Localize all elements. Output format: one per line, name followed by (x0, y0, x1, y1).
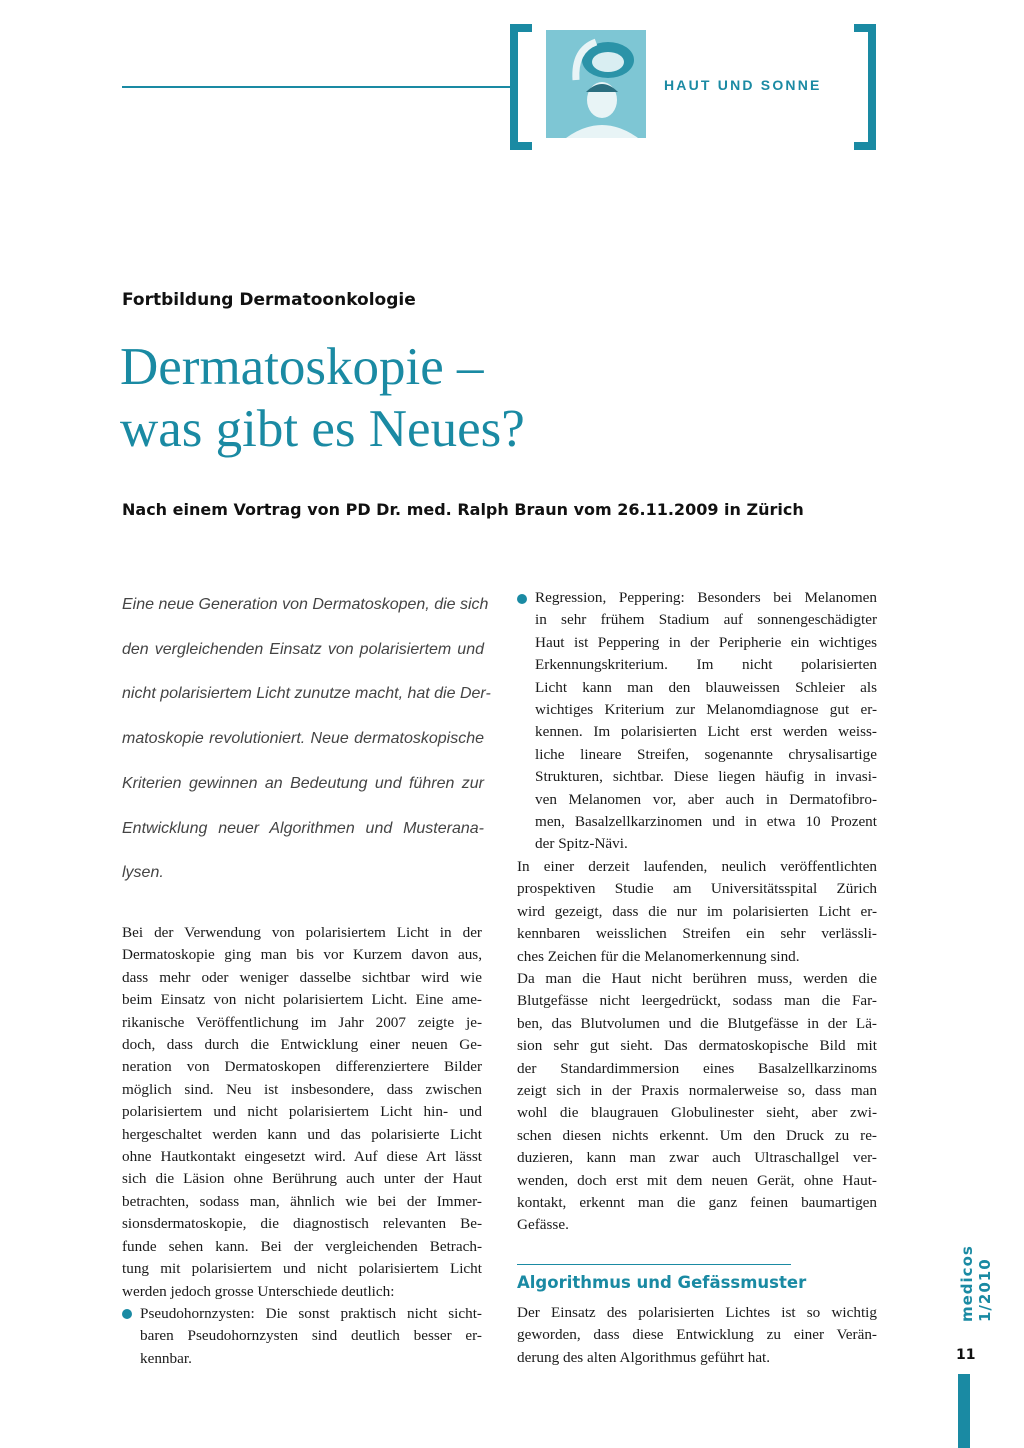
bullet-line: der Spitz-Nävi. (535, 835, 628, 853)
body-line: beim Einsatz von nicht polarisiertem Licht. Eine ame- (122, 991, 482, 1009)
bullet-line: in sehr frühem Stadium auf sonnengeschädigter (535, 611, 877, 629)
bullet-dot-icon (122, 1309, 132, 1319)
body-line: doch, dass durch die Entwicklung einer neuen Ge- (122, 1036, 482, 1054)
right-bracket (854, 24, 876, 150)
body-line: betrachten, sodass man, ähnlich wie bei der Immer- (122, 1192, 482, 1210)
bullet-line: kennbar. (140, 1349, 192, 1367)
bullet-dot-icon (517, 594, 527, 604)
body-line: sionsdermatoskopie, die diagnostisch relevanten Be- (122, 1215, 482, 1233)
lead-line: Kriterien gewinnen an Bedeutung und führen zur (122, 774, 484, 792)
margin-color-bar (958, 1374, 970, 1448)
article-byline: Nach einem Vortrag von PD Dr. med. Ralph Braun vom 26.11.2009 in Zürich (122, 500, 804, 519)
title-line: Dermatoskopie – (120, 338, 484, 396)
body-line: wird gezeigt, dass die nur im polarisierten Licht er- (517, 902, 877, 920)
bullet-line: ven Melanomen vor, aber auch in Dermatofibro- (535, 790, 877, 808)
bullet-line: Pseudohornzysten: Die sonst praktisch nicht sicht- (140, 1304, 482, 1322)
body-line: hergeschaltet werden kann und das polarisierte Licht (122, 1125, 482, 1143)
body-line: derung des alten Algorithmus geführt hat. (517, 1348, 771, 1366)
journal-issue-label: medicos 1/2010 (958, 1245, 994, 1322)
section-tag: HAUT UND SONNE (664, 77, 822, 93)
body-line: werden jedoch grosse Unterschiede deutlich: (122, 1282, 395, 1300)
bullet-line: wichtiges Kriterium zur Melanomdiagnose gut er- (535, 701, 877, 719)
bullet-line: liche lineare Streifen, sogenannte chrysalisartige (535, 745, 877, 763)
bullet-line: baren Pseudohornzysten sind deutlich besser er- (140, 1327, 482, 1345)
body-line: tung mit polarisiertem und nicht polarisiertem Licht (122, 1260, 482, 1278)
bullet-line: Haut ist Peppering in der Peripherie ein wichtiges (535, 633, 877, 651)
body-line: Gefässe. (517, 1216, 569, 1234)
bullet-line: Strukturen, sichtbar. Diese liegen häufig in invasi- (535, 768, 877, 786)
body-line: rikanische Veröffentlichung im Jahr 2007 zeigte je- (122, 1013, 482, 1031)
lead-line: matoskopie revolutioniert. Neue dermatoskopische (122, 730, 484, 748)
body-line: neration von Dermatoskopen differenziertere Bilder (122, 1058, 482, 1076)
body-line: sion sehr gut sieht. Das dermatoskopische Bild mit (517, 1037, 877, 1055)
lead-line: nicht polarisiertem Licht zunutze macht, hat die Der- (122, 685, 491, 703)
page-number: 11 (956, 1347, 976, 1363)
body-line: geworden, dass diese Entwicklung zu einer Verän- (517, 1326, 877, 1344)
lead-line: den vergleichenden Einsatz von polarisiertem und (122, 640, 484, 658)
lead-line: Eine neue Generation von Dermatoskopen, die sich (122, 596, 489, 613)
body-right-column-continued (517, 1302, 877, 1369)
body-line: Blutgefässe nicht leergedrückt, sodass man die Far- (517, 992, 877, 1010)
bullet-line: Regression, Peppering: Besonders bei Melanomen (535, 589, 877, 606)
body-line: Dermatoskopie ging man bis vor Kurzem davon aus, (122, 946, 482, 964)
body-line: möglich sind. Neu ist insbesondere, dass zwischen (122, 1080, 482, 1098)
body-line: Da man die Haut nicht berühren muss, werden die (517, 969, 877, 987)
body-line: prospektiven Studie am Universitätsspital Zürich (517, 880, 877, 898)
body-line: der Standardimmersion eines Basalzellkarzinoms (517, 1059, 877, 1077)
photo-illustration (546, 30, 646, 138)
body-line: sich die Läsion ohne Berührung auch unter der Haut (122, 1170, 482, 1188)
body-line: dass mehr oder weniger dasselbe sichtbar wird wie (122, 968, 482, 986)
bullet-line: men, Basalzellkarzinomen und in etwa 10 Prozent (535, 813, 877, 831)
body-line: Bei der Verwendung von polarisiertem Licht in der (122, 924, 482, 941)
subheading-rule (517, 1264, 791, 1265)
body-line: schen diesen nichts erkennt. Um den Druck zu re- (517, 1126, 877, 1144)
section-subheading: Algorithmus und Gefässmuster (517, 1273, 807, 1292)
body-line: kennbaren weisslichen Streifen ein sehr verlässli- (517, 925, 877, 943)
body-line: polarisiertem und nicht polarisiertem Licht hin- und (122, 1103, 482, 1121)
body-line: ohne Hautkontakt eingesetzt wird. Auf diese Art lässt (122, 1148, 482, 1166)
article-lead (122, 583, 491, 896)
left-bracket (510, 24, 532, 150)
body-line: ben, das Blutvolumen und die Blutgefässe in der Lä- (517, 1014, 877, 1032)
body-right-column (517, 587, 877, 1237)
article-kicker: Fortbildung Dermatoonkologie (122, 290, 416, 310)
lead-line: Entwicklung neuer Algorithmen und Musterana- (122, 819, 484, 837)
body-line: kontakt, erkennt man die ganz feinen baumartigen (517, 1193, 877, 1211)
lead-line: lysen. (122, 864, 164, 882)
bullet-line: Licht kann man den blauweissen Schleier als (535, 678, 877, 696)
body-line: In einer derzeit laufenden, neulich veröffentlichten (517, 857, 877, 875)
title-line: was gibt es Neues? (120, 400, 525, 458)
body-line: zeigt sich in der Praxis normalerweise so, dass man (517, 1081, 877, 1099)
bullet-line: Erkennungskriterium. Im nicht polarisierten (535, 656, 877, 674)
body-line: ches Zeichen für die Melanomerkennung sind. (517, 947, 800, 965)
bullet-line: kennen. Im polarisierten Licht erst werden weiss- (535, 723, 877, 741)
woman-with-hat-photo (546, 30, 646, 138)
body-line: duzieren, kann man zwar auch Ultraschallgel ver- (517, 1149, 877, 1167)
body-line: wohl die blaugrauen Globulinester sieht, aber zwi- (517, 1104, 877, 1122)
article-title (120, 336, 525, 460)
body-line: Der Einsatz des polarisierten Lichtes ist so wichtig (517, 1304, 877, 1321)
body-left-column (122, 922, 482, 1370)
header-rule (122, 86, 512, 88)
body-line: wenden, doch erst mit dem neuen Gerät, ohne Haut- (517, 1171, 877, 1189)
body-line: funde sehen kann. Bei der vergleichenden Betrach- (122, 1237, 482, 1255)
